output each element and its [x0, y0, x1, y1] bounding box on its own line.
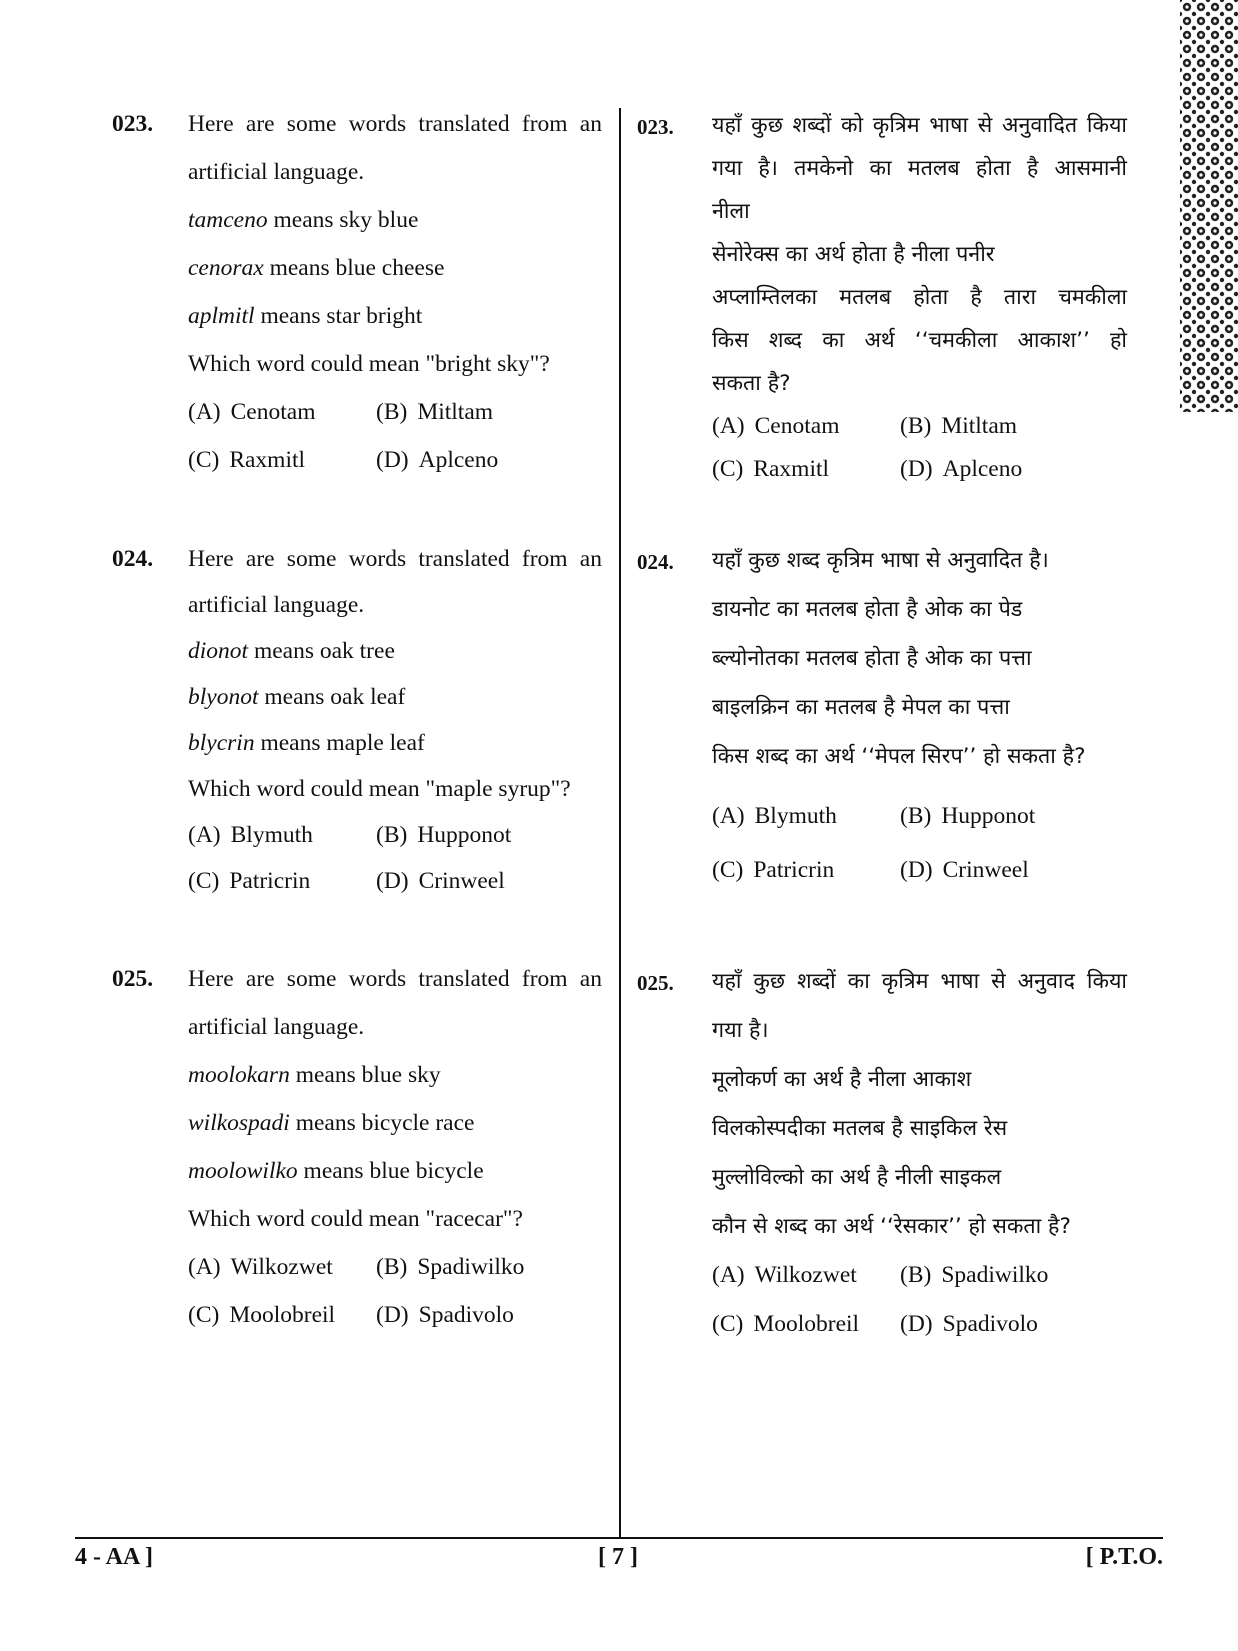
question-prompt: Which word could mean "maple syrup"?	[188, 776, 571, 802]
definition-meaning: means star bright	[254, 303, 423, 329]
definition-line	[188, 628, 602, 674]
question-number: 025.	[637, 971, 674, 995]
definition-meaning: means sky blue	[267, 207, 419, 233]
question-23-hindi	[637, 104, 1127, 491]
option-text: Mitltam	[941, 413, 1018, 439]
hindi-line: डायनोट का मतलब होता है ओक का पेड	[712, 597, 1023, 622]
definition-line	[188, 1051, 602, 1099]
artificial-word: cenorax	[188, 255, 264, 281]
option-c	[188, 436, 376, 484]
footer-page-number: [ 7 ]	[598, 1544, 638, 1570]
question-intro-line1: Here are some words translated from an	[188, 546, 602, 572]
hindi-line: नीला	[712, 199, 750, 224]
question-25-english	[112, 955, 602, 1339]
hindi-line: अप्लाम्तिलका मतलब होता है तारा चमकीला	[712, 285, 1127, 310]
option-text: Blymuth	[754, 803, 837, 829]
hindi-line: सेनोरेक्स का अर्थ होता है नीला पनीर	[712, 242, 995, 267]
option-text: Crinweel	[942, 857, 1029, 883]
artificial-word: dionot	[188, 638, 249, 664]
option-text: Raxmitl	[753, 456, 830, 482]
option-a	[712, 1251, 900, 1300]
option-letter: (C)	[188, 447, 220, 473]
artificial-word: blycrin	[188, 730, 255, 756]
option-c	[188, 1291, 376, 1339]
question-24-hindi	[637, 536, 1127, 897]
artificial-word: moolowilko	[188, 1158, 298, 1184]
option-d	[900, 1300, 1120, 1349]
option-text: Mitltam	[417, 399, 494, 425]
hindi-line: विलकोस्पदीका मतलब है साइकिल रेस	[712, 1116, 1008, 1141]
option-text: Blymuth	[230, 822, 313, 848]
hindi-line: मुल्लोविल्को का अर्थ है नीली साइकल	[712, 1165, 1002, 1190]
hindi-line: यहाँ कुछ शब्दों को कृत्रिम भाषा से अनुवादित किया	[712, 113, 1127, 138]
option-b	[900, 789, 1120, 843]
definition-meaning: means maple leaf	[254, 730, 425, 756]
question-intro-line2: artificial language.	[188, 159, 365, 185]
definition-line	[188, 720, 602, 766]
option-c	[712, 448, 900, 491]
hindi-line: ब्ल्योनोतका मतलब होता है ओक का पत्ता	[712, 646, 1032, 671]
option-text: Raxmitl	[229, 447, 306, 473]
option-letter: (C)	[712, 456, 744, 482]
definition-meaning: means blue sky	[289, 1062, 441, 1088]
option-letter: (A)	[712, 413, 745, 439]
hindi-line: मूलोकर्ण का अर्थ है नीला आकाश	[712, 1067, 972, 1092]
option-text: Spadivolo	[418, 1302, 514, 1328]
option-letter: (A)	[188, 399, 221, 425]
option-text: Wilkozwet	[754, 1262, 857, 1288]
question-23-english	[112, 100, 602, 484]
option-text: Cenotam	[754, 413, 840, 439]
option-b	[376, 388, 596, 436]
definition-line	[188, 292, 602, 340]
hindi-line: यहाँ कुछ शब्दों का कृत्रिम भाषा से अनुवाद किया	[712, 969, 1127, 994]
definition-line	[188, 1147, 602, 1195]
options-grid	[188, 388, 602, 484]
option-letter: (A)	[712, 1262, 745, 1288]
artificial-word: moolokarn	[188, 1062, 290, 1088]
option-letter: (D)	[376, 868, 409, 894]
question-number: 023.	[112, 111, 154, 137]
question-intro-line2: artificial language.	[188, 1014, 365, 1040]
definition-meaning: means oak tree	[248, 638, 395, 664]
definition-line	[188, 196, 602, 244]
column-divider	[619, 108, 621, 1538]
option-text: Wilkozwet	[230, 1254, 333, 1280]
option-text: Hupponot	[417, 822, 512, 848]
options-grid	[712, 1251, 1127, 1349]
option-d	[376, 436, 596, 484]
option-letter: (A)	[188, 822, 221, 848]
artificial-word: aplmitl	[188, 303, 255, 329]
hindi-line: किस शब्द का अर्थ ‘‘मेपल सिरप’’ हो सकता है?	[712, 744, 1086, 769]
option-letter: (D)	[900, 1311, 933, 1337]
question-number: 025.	[112, 966, 154, 992]
option-a	[188, 812, 376, 858]
option-letter: (B)	[376, 1254, 408, 1280]
option-letter: (D)	[376, 447, 409, 473]
artificial-word: tamceno	[188, 207, 268, 233]
question-prompt: Which word could mean "racecar"?	[188, 1206, 523, 1232]
hindi-line: बाइलक्रिन का मतलब है मेपल का पत्ता	[712, 695, 1010, 720]
options-grid	[712, 789, 1127, 897]
option-letter: (C)	[712, 857, 744, 883]
option-text: Patricrin	[753, 857, 835, 883]
option-letter: (D)	[900, 857, 933, 883]
option-text: Moolobreil	[753, 1311, 860, 1337]
option-c	[712, 1300, 900, 1349]
question-intro-line1: Here are some words translated from an	[188, 966, 602, 992]
option-letter: (B)	[900, 1262, 932, 1288]
footer-pto: [ P.T.O.	[1085, 1544, 1163, 1570]
option-text: Spadivolo	[942, 1311, 1038, 1337]
option-c	[712, 843, 900, 897]
option-d	[900, 448, 1120, 491]
decorative-border-pattern	[1180, 0, 1238, 412]
question-intro-line1: Here are some words translated from an	[188, 111, 602, 137]
option-d	[376, 1291, 596, 1339]
option-letter: (B)	[900, 413, 932, 439]
artificial-word: wilkospadi	[188, 1110, 290, 1136]
option-text: Moolobreil	[229, 1302, 336, 1328]
question-number: 024.	[112, 546, 154, 572]
hindi-line: यहाँ कुछ शब्द कृत्रिम भाषा से अनुवादित है।	[712, 548, 1049, 573]
definition-meaning: means blue cheese	[263, 255, 445, 281]
option-letter: (B)	[900, 803, 932, 829]
definition-meaning: means bicycle race	[289, 1110, 475, 1136]
definition-line	[188, 244, 602, 292]
footer-rule	[75, 1537, 1163, 1539]
hindi-line: सकता है?	[712, 371, 791, 396]
option-text: Cenotam	[230, 399, 316, 425]
option-text: Patricrin	[229, 868, 311, 894]
question-prompt: Which word could mean "bright sky"?	[188, 351, 550, 377]
option-b	[900, 1251, 1120, 1300]
option-text: Aplceno	[418, 447, 499, 473]
hindi-line: गया है। तमकेनो का मतलब होता है आसमानी	[712, 156, 1127, 181]
options-grid	[712, 405, 1127, 491]
option-a	[712, 405, 900, 448]
option-text: Spadiwilko	[417, 1254, 525, 1280]
option-letter: (C)	[188, 1302, 220, 1328]
option-letter: (D)	[376, 1302, 409, 1328]
question-number: 023.	[637, 115, 674, 139]
option-letter: (B)	[376, 399, 408, 425]
option-text: Hupponot	[941, 803, 1036, 829]
question-24-english	[112, 536, 602, 904]
option-letter: (B)	[376, 822, 408, 848]
definition-meaning: means blue bicycle	[297, 1158, 484, 1184]
hindi-line: किस शब्द का अर्थ ‘‘चमकीला आकाश’’ हो	[712, 328, 1127, 353]
option-c	[188, 858, 376, 904]
hindi-line: गया है।	[712, 1018, 769, 1043]
question-intro-line2: artificial language.	[188, 592, 365, 618]
option-a	[712, 789, 900, 843]
option-b	[376, 1243, 596, 1291]
option-letter: (A)	[188, 1254, 221, 1280]
option-text: Spadiwilko	[941, 1262, 1049, 1288]
option-a	[188, 388, 376, 436]
option-letter: (D)	[900, 456, 933, 482]
definition-line	[188, 674, 602, 720]
hindi-line: कौन से शब्द का अर्थ ‘‘रेसकार’’ हो सकता है?	[712, 1214, 1071, 1239]
definition-meaning: means oak leaf	[258, 684, 406, 710]
footer-booklet-code: 4 - AA ]	[75, 1544, 153, 1570]
option-b	[376, 812, 596, 858]
option-letter: (C)	[188, 868, 220, 894]
option-b	[900, 405, 1120, 448]
option-text: Crinweel	[418, 868, 505, 894]
option-letter: (A)	[712, 803, 745, 829]
option-text: Aplceno	[942, 456, 1023, 482]
options-grid	[188, 812, 602, 904]
option-d	[376, 858, 596, 904]
question-number: 024.	[637, 550, 674, 574]
artificial-word: blyonot	[188, 684, 259, 710]
definition-line	[188, 1099, 602, 1147]
question-25-hindi	[637, 957, 1127, 1349]
option-letter: (C)	[712, 1311, 744, 1337]
option-a	[188, 1243, 376, 1291]
options-grid	[188, 1243, 602, 1339]
option-d	[900, 843, 1120, 897]
